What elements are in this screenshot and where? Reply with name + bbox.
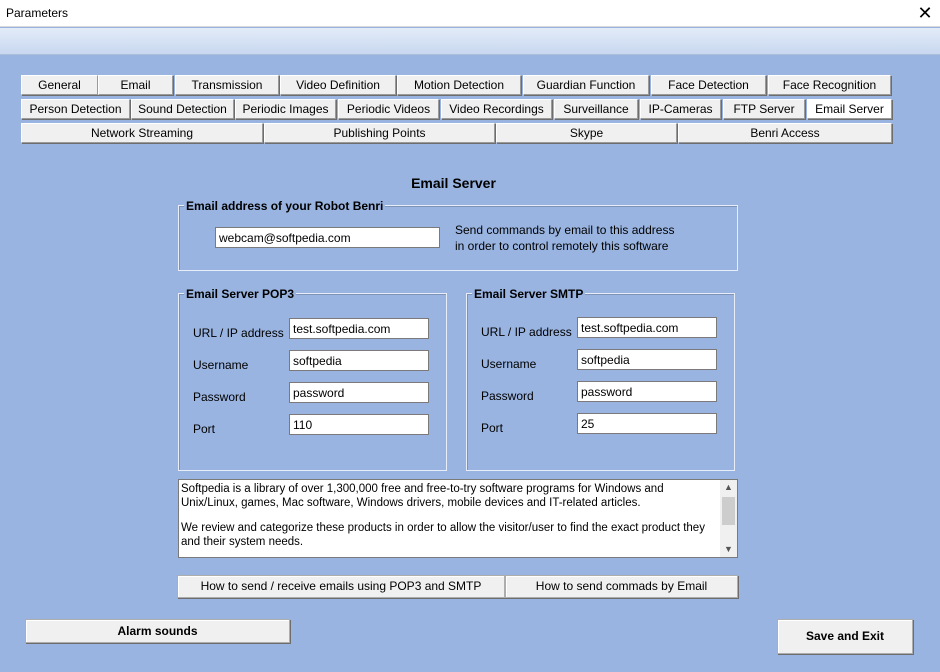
info-scrollbar[interactable]	[720, 480, 737, 557]
pop3-password-input[interactable]	[289, 382, 429, 403]
info-paragraph-1: Softpedia is a library of over 1,300,000 free and free-to-try software programs for Windows and Unix/Linux, games, Mac software, Windows drivers, mobile devices and IT-related articles.	[181, 483, 664, 509]
smtp-username-label: Username	[481, 357, 537, 371]
pop3-port-input[interactable]	[289, 414, 429, 435]
smtp-username-input[interactable]	[577, 349, 717, 370]
info-textarea[interactable]	[178, 479, 738, 558]
header-strip	[0, 28, 940, 55]
tab-transmission[interactable]: Transmission	[175, 75, 279, 95]
howto-commands-button[interactable]: How to send commads by Email	[505, 575, 738, 598]
tab-ip-cameras[interactable]: IP-Cameras	[640, 99, 721, 119]
tab-general[interactable]: General	[21, 75, 98, 95]
smtp-url-label: URL / IP address	[481, 325, 572, 339]
tab-periodic-images[interactable]: Periodic Images	[235, 99, 336, 119]
pop3-legend: Email Server POP3	[186, 287, 295, 301]
pop3-port-label: Port	[193, 422, 216, 436]
tab-person-detection[interactable]: Person Detection	[21, 99, 130, 119]
window-title: Parameters	[6, 6, 69, 20]
info-text	[181, 482, 721, 549]
tab-skype[interactable]: Skype	[496, 123, 677, 143]
scroll-thumb[interactable]	[722, 497, 735, 525]
robot-email-hint-line2: in order to control remotely this software	[455, 239, 669, 253]
smtp-password-label: Password	[481, 389, 534, 403]
smtp-port-label: Port	[481, 421, 504, 435]
tab-sound-detection[interactable]: Sound Detection	[131, 99, 234, 119]
smtp-legend: Email Server SMTP	[474, 287, 584, 301]
tab-video-definition[interactable]: Video Definition	[280, 75, 396, 95]
scroll-up-icon[interactable]: ▲	[724, 482, 733, 492]
pop3-username-input[interactable]	[289, 350, 429, 371]
tab-surveillance[interactable]: Surveillance	[554, 99, 638, 119]
robot-email-input[interactable]	[215, 227, 440, 248]
robot-email-legend: Email address of your Robot Benri	[186, 199, 384, 213]
tab-face-recognition[interactable]: Face Recognition	[768, 75, 891, 95]
tab-ftp-server[interactable]: FTP Server	[723, 99, 805, 119]
tab-face-detection[interactable]: Face Detection	[651, 75, 766, 95]
tab-publishing-points[interactable]: Publishing Points	[264, 123, 495, 143]
page-title: Email Server	[411, 175, 496, 191]
tab-video-recordings[interactable]: Video Recordings	[441, 99, 552, 119]
tab-guardian-function[interactable]: Guardian Function	[523, 75, 649, 95]
close-icon[interactable]: ✕	[917, 3, 933, 23]
howto-pop3-smtp-button[interactable]: How to send / receive emails using POP3 and SMTP	[177, 575, 505, 598]
smtp-password-input[interactable]	[577, 381, 717, 402]
tab-network-streaming[interactable]: Network Streaming	[21, 123, 263, 143]
smtp-port-input[interactable]	[577, 413, 717, 434]
tab-motion-detection[interactable]: Motion Detection	[397, 75, 521, 95]
robot-email-hint-line1: Send commands by email to this address	[455, 223, 675, 237]
info-paragraph-2: We review and categorize these products in order to allow the visitor/user to find the exact product they and their system needs.	[181, 522, 705, 548]
alarm-sounds-button[interactable]: Alarm sounds	[25, 619, 290, 643]
title-bar	[0, 0, 940, 27]
smtp-url-input[interactable]	[577, 317, 717, 338]
pop3-url-label: URL / IP address	[193, 326, 284, 340]
save-exit-button[interactable]: Save and Exit	[777, 619, 913, 654]
tab-email[interactable]: Email	[98, 75, 173, 95]
tab-email-server[interactable]: Email Server	[807, 99, 892, 119]
pop3-username-label: Username	[193, 358, 249, 372]
scroll-down-icon[interactable]: ▼	[724, 544, 733, 554]
tab-benri-access[interactable]: Benri Access	[678, 123, 892, 143]
pop3-url-input[interactable]	[289, 318, 429, 339]
tab-periodic-videos[interactable]: Periodic Videos	[338, 99, 439, 119]
pop3-password-label: Password	[193, 390, 246, 404]
